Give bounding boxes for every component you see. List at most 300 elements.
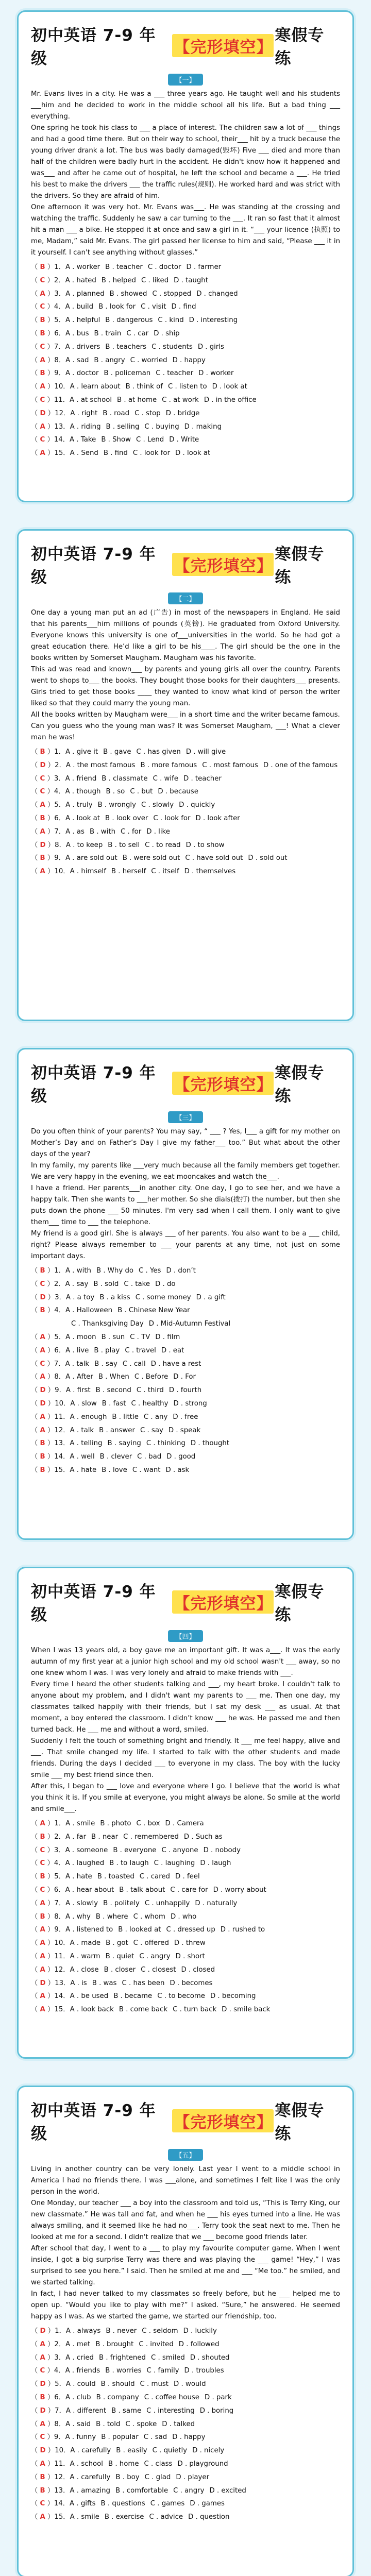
- paren-open: （: [31, 801, 40, 809]
- question-row: （ C ）3．A . someone B . everyone C . anyone D . nobody: [31, 1846, 241, 1854]
- option: A . look back: [70, 2006, 114, 2014]
- answer-letter: B: [40, 2473, 45, 2481]
- paren-open: （: [31, 2447, 40, 2455]
- answer-letter: C: [40, 2433, 45, 2442]
- option: D . playground: [177, 2460, 228, 2468]
- option: C . to read: [145, 841, 181, 849]
- question-row: （ B ）6．A . bus B . train C . car D . ship: [31, 329, 180, 337]
- option: B . policeman: [104, 369, 151, 378]
- question-row: （ C ）7．A . drivers B . teachers C . students D . girls: [31, 343, 224, 351]
- paren-close: ）: [45, 303, 54, 311]
- card-title: [31, 541, 340, 587]
- option: C . say: [140, 1426, 163, 1434]
- question-row: （ A ）11．A . enough B . little C . any D . free: [31, 1413, 198, 1421]
- option: D . don’t: [166, 1267, 196, 1275]
- option: A . is: [70, 1979, 87, 1987]
- answer-letter: A: [40, 356, 45, 364]
- option: D . will give: [185, 748, 226, 756]
- option: B . told: [96, 2420, 121, 2428]
- paren-open: （: [31, 1979, 40, 1987]
- paren-close: ）: [45, 2513, 55, 2521]
- option: A . listened to: [65, 1926, 113, 1934]
- option: D . feel: [175, 1873, 200, 1881]
- paren-close: ）: [45, 868, 55, 876]
- option: C . to become: [157, 1992, 205, 2001]
- question-row: （ B ）5．A . helpful B . dangerous C . kind D . interesting: [31, 316, 238, 325]
- option: B . second: [95, 1386, 131, 1395]
- option: D . girls: [197, 343, 224, 351]
- paren-close: ）: [45, 1952, 55, 1960]
- option: B . teachers: [105, 343, 147, 351]
- paren-close: ）: [45, 2367, 54, 2375]
- option: D . ask: [165, 1466, 190, 1474]
- option: A . at school: [70, 396, 112, 404]
- option: C . take: [124, 1280, 150, 1288]
- option: D . making: [184, 422, 222, 431]
- question-number: 1: [54, 1267, 59, 1275]
- question-row: （ A ）11．A . warm B . quiet C . angry D . short: [31, 1952, 205, 1960]
- paren-close: ）: [45, 449, 55, 457]
- paren-close: ）: [45, 2500, 54, 2508]
- question-number: 9: [54, 854, 59, 862]
- question-row: （ B ）6．A . club B . company C . coffee house D . park: [31, 2393, 232, 2401]
- paren-open: （: [31, 2513, 40, 2521]
- paren-close: ）: [45, 263, 55, 271]
- paren-open: （: [31, 1820, 40, 1827]
- title-suffix: 寒假专练: [275, 545, 325, 587]
- option: C . family: [146, 2367, 179, 2375]
- option: C . care for: [170, 1886, 208, 1894]
- paren-close: ）: [45, 1386, 55, 1395]
- paren-close: ）: [45, 788, 54, 796]
- answer-letter: B: [40, 316, 45, 325]
- question-row: （ C ）2．A . say B . sold C . take D . do: [31, 1280, 176, 1288]
- question-number: 10: [54, 868, 63, 876]
- option: C . for: [121, 827, 142, 836]
- passage-paragraph: My friend is a good girl. She is always ___ of her parents. You also want to be a ___ child, right? Please always remember to ___ your parents at any time, not just on some important days.: [31, 1230, 340, 1260]
- option: B . should: [100, 2380, 135, 2388]
- answer-letter: C: [40, 396, 45, 404]
- paren-close: ）: [45, 1333, 55, 1341]
- passage-paragraph: Mr. Evans lives in a city. He was a ___ three years ago. He taught well and his students ___him and he decided to work in the middle school all his life. But a bad thing ___ everything.: [31, 90, 340, 121]
- question-row: （ C ）7．A . talk B . say C . call D . have a rest: [31, 1360, 201, 1368]
- option: A . sad: [65, 356, 89, 364]
- answer-letter: A: [40, 2353, 45, 2362]
- section-number: 【三】: [168, 1111, 203, 1123]
- question-number: 3: [54, 1846, 59, 1854]
- paren-close: ）: [45, 1307, 55, 1315]
- answer-letter: A: [40, 1952, 45, 1960]
- question-number: 13: [55, 1979, 64, 1987]
- question-row: （ D ）1．A . always B . never C . seldom D . luckily: [31, 2327, 217, 2335]
- answer-letter: A: [40, 1899, 45, 1907]
- paren-close: ）: [45, 1873, 55, 1881]
- option: A . why: [65, 1912, 91, 1921]
- answer-letter: B: [40, 814, 45, 822]
- option: D . excited: [209, 2486, 246, 2495]
- paren-close: ）: [45, 2460, 55, 2468]
- paren-close: ）: [45, 1979, 55, 1987]
- option: A . look at: [65, 814, 100, 822]
- option: C . remembered: [123, 1833, 179, 1841]
- answer-letter: D: [40, 2380, 46, 2388]
- question-number: 10: [55, 2447, 64, 2455]
- question-row: （ B ）2．A . far B . near C . remembered D . Such as: [31, 1833, 223, 1841]
- paren-open: （: [31, 422, 40, 431]
- option: A . truly: [65, 801, 93, 809]
- paren-close: ）: [45, 854, 55, 862]
- answer-letter: B: [40, 1307, 45, 1315]
- passage-paragraph: Suddenly I felt the touch of something bright and friendly. It ___ me feel happy, alive and ___. That smile changed my life. I started to talk with the other students and made friends. During the days I decided ___ to everyone in my class. The boy with the lucky smile ___ my best friend since then.: [31, 1737, 340, 1779]
- option: C . has given: [136, 748, 181, 756]
- question-number: 12: [54, 2473, 63, 2481]
- option: D . troubles: [184, 2367, 224, 2375]
- paren-open: （: [31, 316, 40, 325]
- paren-close: ）: [45, 1453, 55, 1461]
- option: D . happy: [172, 2433, 206, 2442]
- option: B . look over: [105, 814, 148, 822]
- question-row: （ B ）13．A . amazing B . comfortable C . angry D . excited: [31, 2486, 246, 2495]
- option: B . look for: [98, 303, 136, 311]
- option: C . stopped: [152, 290, 192, 298]
- option: B . was: [92, 1979, 117, 1987]
- option: B . fast: [102, 1399, 126, 1408]
- paren-open: （: [31, 1280, 40, 1288]
- answer-letter: A: [40, 383, 45, 391]
- option: C . turn back: [173, 2006, 217, 2014]
- option: D . look at: [175, 449, 211, 457]
- option: D . find: [171, 303, 196, 311]
- option: D . short: [175, 1952, 205, 1960]
- question-row: （ B ）1．A . give it B . gave C . has given D . will give: [31, 748, 226, 756]
- question-number: 13: [54, 2486, 63, 2495]
- section-number: 【四】: [168, 1630, 203, 1642]
- paren-close: ）: [45, 1965, 55, 1974]
- option: B . brought: [95, 2340, 134, 2348]
- paren-open: （: [31, 1373, 40, 1381]
- option: B . little: [112, 1413, 139, 1421]
- paren-open: （: [31, 1846, 40, 1854]
- paren-close: ）: [45, 2340, 55, 2348]
- paren-close: ）: [45, 356, 55, 364]
- passage: [31, 1126, 340, 1262]
- paren-close: ）: [45, 2327, 55, 2335]
- paren-open: （: [31, 1926, 40, 1934]
- option: C . invited: [139, 2340, 174, 2348]
- paren-close: ）: [45, 1399, 55, 1408]
- paren-close: ）: [45, 1886, 54, 1894]
- question-row: （ A ）15．A . Send B . find C . look for D . look at: [31, 449, 211, 457]
- option: D . Mid-Autumn Festival: [148, 1320, 231, 1328]
- answer-letter: D: [40, 2406, 46, 2415]
- question-number: 1: [54, 748, 59, 756]
- answer-letter: A: [40, 290, 45, 298]
- paren-close: ）: [45, 1346, 55, 1354]
- option: A . the most famous: [65, 761, 136, 769]
- exercise-card: [17, 2086, 354, 2576]
- option: D . changed: [196, 290, 238, 298]
- question-row: （ D ）8．A . to keep B . to sell C . to read D . to show: [31, 841, 225, 849]
- question-number: 12: [55, 409, 64, 417]
- option: D . games: [190, 2500, 225, 2508]
- paren-open: （: [31, 343, 40, 351]
- answer-letter: B: [40, 2393, 45, 2401]
- title-suffix: 寒假专练: [275, 2102, 325, 2143]
- paren-open: （: [31, 436, 40, 444]
- answer-letter: A: [40, 1426, 45, 1434]
- paren-close: ）: [45, 1846, 54, 1854]
- option: C . seldom: [142, 2327, 178, 2335]
- title-suffix: 寒假专练: [275, 26, 325, 68]
- paren-open: （: [31, 383, 40, 391]
- paren-open: （: [31, 449, 40, 457]
- passage-paragraph: This ad was read and known___ by parents and young girls all over the country. Parents went to shops to___ the books. They bought those books for their daughters___ presents. Girls tried to get those books ____ they wanted to know what kind of person the writer liked so that they could marry the young man.: [31, 666, 340, 707]
- option: A . close: [70, 1965, 99, 1974]
- answer-letter: D: [40, 1386, 46, 1395]
- answer-letter: B: [40, 1912, 45, 1921]
- option: C . have sold out: [185, 854, 243, 862]
- option: C . travel: [125, 1346, 156, 1354]
- option: B . classmate: [102, 774, 148, 783]
- paren-close: ）: [45, 2393, 55, 2401]
- question-number: 7: [54, 343, 59, 351]
- paren-open: （: [31, 2486, 40, 2495]
- option: D . look after: [195, 814, 240, 822]
- card-title: [31, 1579, 340, 1625]
- answer-letter: C: [40, 436, 45, 444]
- option: A . say: [65, 1280, 89, 1288]
- option: D . luckily: [183, 2327, 217, 2335]
- answer-letter: D: [40, 841, 46, 849]
- answer-letter: A: [40, 868, 45, 876]
- paren-open: （: [31, 1466, 40, 1474]
- option: D . becoming: [210, 1992, 256, 2001]
- option: A . are sold out: [65, 854, 117, 862]
- answer-letter: A: [40, 1965, 45, 1974]
- option: B . looked at: [118, 1926, 161, 1934]
- answer-letter: A: [40, 827, 45, 836]
- paren-open: （: [31, 2327, 40, 2335]
- question-number: 12: [54, 1965, 63, 1974]
- answer-letter: B: [40, 854, 45, 862]
- option: A . a toy: [65, 1293, 95, 1301]
- option: A . carefully: [70, 2447, 111, 2455]
- title-highlight: 【完形填空】: [172, 2109, 274, 2132]
- answer-letter: C: [40, 2500, 45, 2508]
- option: D . nobody: [203, 1846, 241, 1854]
- question-row: （ A ）12．A . talk B . answer C . say D . speak: [31, 1426, 201, 1434]
- question-number: 9: [54, 1926, 59, 1934]
- question-row: （ A ）3．A . cried B . frightened C . smiled D . shouted: [31, 2353, 230, 2362]
- paren-open: （: [31, 356, 40, 364]
- card-title: [31, 2097, 340, 2144]
- option: D . talked: [162, 2420, 195, 2428]
- option: B . saying: [107, 1439, 141, 1448]
- option: B . closer: [104, 1965, 136, 1974]
- passage-paragraph: In fact, I had never talked to my classmates so freely before, but he ___ helped me to open up. “Would you like to play with me?” I asked. “Sure,” he answered. He seemed happy as I was. As we started the game, we started our friendship, too.: [31, 2290, 340, 2320]
- option: C . slowly: [141, 801, 174, 809]
- question-number: 9: [55, 1386, 59, 1395]
- passage-paragraph: Do you often think of your parents? You may say, “ ___ ? Yes, I___ a gift for my mother on Mother’s Day and on Father’s Day I give my father___ too.” But what about the other days of the year?: [31, 1128, 340, 1158]
- question-number: 1: [55, 2327, 59, 2335]
- option: C . quietly: [152, 2447, 188, 2455]
- option: A . Take: [70, 436, 96, 444]
- option: B . never: [106, 2327, 137, 2335]
- paren-close: ）: [45, 841, 55, 849]
- option: C . has been: [122, 1979, 165, 1987]
- paren-close: ）: [45, 1466, 55, 1474]
- option: C . anyone: [161, 1846, 198, 1854]
- option: D . in the office: [204, 396, 257, 404]
- option: B . think of: [125, 383, 163, 391]
- passage-paragraph: All the books written by Maugham were___ in a short time and the writer became famous.: [31, 711, 340, 719]
- paren-close: ）: [45, 2447, 55, 2455]
- title-prefix: 初中英语 7-9 年级: [31, 545, 156, 587]
- option: C . bad: [137, 1453, 162, 1461]
- option: A . far: [65, 1833, 87, 1841]
- paren-close: ）: [45, 1426, 55, 1434]
- option: A . drivers: [65, 343, 100, 351]
- option: A . laughed: [65, 1859, 105, 1868]
- option: A . talk: [70, 1426, 94, 1434]
- answer-letter: C: [40, 1846, 45, 1854]
- question-number: 4: [54, 2367, 59, 2375]
- answer-letter: D: [40, 1979, 46, 1987]
- option: B . When: [98, 1373, 129, 1381]
- paren-close: ）: [45, 2433, 54, 2442]
- paren-close: ）: [45, 1859, 54, 1868]
- option: B . showed: [109, 290, 147, 298]
- option: B . teacher: [105, 263, 143, 271]
- question-row: （ A ）7．A . slowly B . politely C . unhappily D . naturally: [31, 1899, 238, 1907]
- question-number: 8: [54, 356, 59, 364]
- option: B . sold: [93, 1280, 119, 1288]
- paren-open: （: [31, 814, 40, 822]
- paren-close: ）: [45, 1360, 54, 1368]
- option: D . sold out: [248, 854, 288, 862]
- section-tag: [31, 1111, 340, 1123]
- title-highlight: 【完形填空】: [172, 553, 274, 576]
- answer-letter: A: [40, 2460, 45, 2468]
- option: C . itself: [151, 868, 179, 876]
- answer-letter: A: [40, 1373, 45, 1381]
- title-suffix: 寒假专练: [275, 1064, 325, 1106]
- paren-open: （: [31, 1386, 40, 1395]
- option: B . so: [106, 788, 125, 796]
- option: D . interesting: [189, 316, 238, 325]
- paren-open: （: [31, 369, 40, 378]
- option: D . happy: [172, 356, 206, 364]
- question-number: 8: [55, 841, 59, 849]
- paren-open: （: [31, 1267, 40, 1275]
- paren-open: （: [31, 329, 40, 337]
- question-row: （ B ）13．A . telling B . saying C . thinking D . thought: [31, 1439, 230, 1448]
- option: C . call: [122, 1360, 146, 1368]
- option: A . hate: [70, 1466, 97, 1474]
- question-number: 2: [55, 761, 59, 769]
- option: B . frightened: [99, 2353, 146, 2362]
- question-row: （ C ）4．A . friends B . worries C . family D . troubles: [31, 2367, 224, 2375]
- answer-letter: B: [40, 1453, 45, 1461]
- option: C . interesting: [146, 2406, 195, 2415]
- answer-letter: A: [40, 2513, 45, 2521]
- option: D . threw: [174, 1939, 206, 1947]
- option: D . quickly: [179, 801, 215, 809]
- paren-open: （: [31, 2380, 40, 2388]
- answer-letter: B: [40, 1267, 45, 1275]
- option: B . same: [111, 2406, 142, 2415]
- question-row: （ D ）13．A . is B . was C . has been D . becomes: [31, 1979, 213, 1987]
- question-row: （ B ）9．A . are sold out B . were sold out C . have sold out D . sold out: [31, 854, 288, 862]
- option: C . games: [150, 2500, 185, 2508]
- option: C . dressed up: [166, 1926, 215, 1934]
- question-number: 14: [54, 1992, 63, 2001]
- section-number: 【一】: [168, 74, 203, 86]
- option: D . themselves: [184, 868, 236, 876]
- paren-open: （: [31, 409, 40, 417]
- question-number: 14: [54, 1453, 63, 1461]
- option: D . followed: [178, 2340, 220, 2348]
- question-row: （ A ）8．A . said B . told C . spoke D . talked: [31, 2420, 195, 2428]
- question-number: 3: [54, 2353, 59, 2362]
- answer-letter: B: [40, 1873, 45, 1881]
- option: C . whom: [133, 1912, 165, 1921]
- option: B . road: [103, 409, 130, 417]
- paren-open: （: [31, 1899, 40, 1907]
- option: C . liked: [141, 276, 169, 284]
- option: C . kind: [158, 316, 184, 325]
- section-tag: [31, 1630, 340, 1642]
- paren-close: ）: [45, 329, 55, 337]
- question-number: 4: [54, 788, 59, 796]
- option: D . boring: [199, 2406, 234, 2415]
- option: D . like: [146, 827, 170, 836]
- answer-letter: B: [40, 263, 45, 271]
- question-row: （ A ）15．A . smile B . exercise C . advice D . question: [31, 2513, 230, 2521]
- question-number: 14: [54, 2500, 63, 2508]
- question-row: （ A ）14．A . be used B . became C . to become D . becoming: [31, 1992, 256, 2001]
- question-number: 7: [54, 1899, 59, 1907]
- answer-letter: B: [40, 1439, 45, 1448]
- question-number: 11: [54, 396, 63, 404]
- paren-close: ）: [45, 383, 55, 391]
- option: C . must: [140, 2380, 169, 2388]
- question-number: 9: [54, 369, 59, 378]
- answer-letter: C: [40, 1886, 45, 1894]
- option: D . thought: [190, 1439, 230, 1448]
- question-number: 5: [54, 1333, 59, 1341]
- question-row: （ B ）5．A . hate B . toasted C . cared D . feel: [31, 1873, 200, 1881]
- question-number: 9: [54, 2433, 59, 2442]
- option: A . planned: [65, 290, 105, 298]
- option: C . students: [151, 343, 193, 351]
- option: A . well: [70, 1453, 95, 1461]
- paren-open: （: [31, 2393, 40, 2401]
- question-number: 6: [54, 1346, 59, 1354]
- paren-open: （: [31, 1886, 40, 1894]
- option: D . bridge: [165, 409, 200, 417]
- option: B . became: [113, 1992, 153, 2001]
- paren-open: （: [31, 1413, 40, 1421]
- option: B . talk about: [119, 1886, 165, 1894]
- option: D . nicely: [192, 2447, 225, 2455]
- question-number: 13: [54, 1439, 63, 1448]
- option: D . to show: [185, 841, 225, 849]
- passage: [31, 89, 340, 259]
- option: A . gifts: [70, 2500, 96, 2508]
- option: D . shouted: [190, 2353, 230, 2362]
- question-number: 14: [54, 436, 63, 444]
